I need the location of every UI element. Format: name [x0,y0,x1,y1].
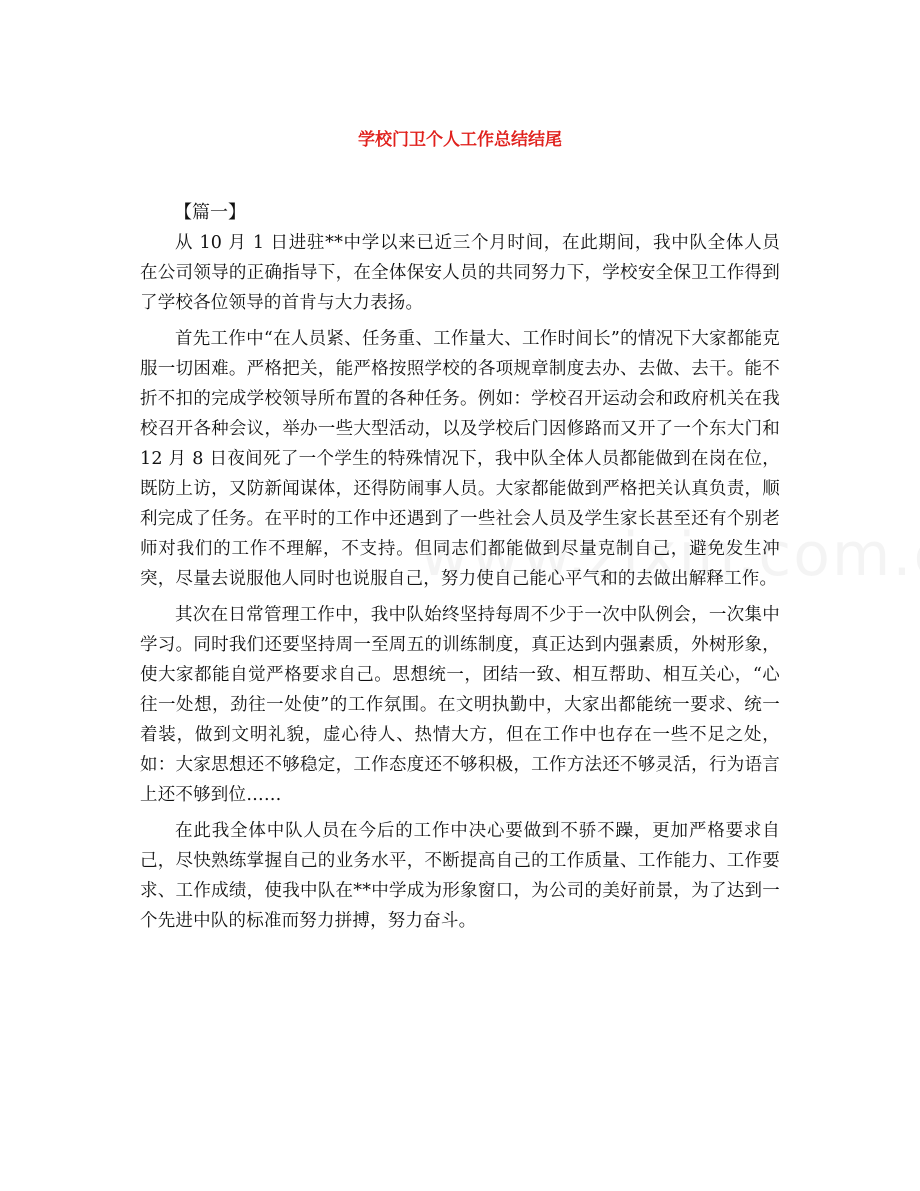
paragraph-2: 首先工作中“在人员紧、任务重、工作量大、工作时间长”的情况下大家都能克服一切困难。严格把关，能严格按照学校的各项规章制度去办、去做、去干。能不折不扣的完成学校领导所布置的各种任务。例如：学校召开运动会和政府机关在我校召开各种会议，举办一些大型活动，以及学校后门因修路而又开了一个东大门和 12 月 8 日夜间死了一个学生的特殊情况下，我中队全体人员都能做到在岗在位，既防上访，又防新闻谋体，还得防闹事人员。大家都能做到严格把关认真负责，顺利完成了任务。在平时的工作中还遇到了一些社会人员及学生家长甚至还有个别老师对我们的工作不理解，不支持。但同志们都能做到尽量克制自己，避免发生冲突，尽量去说服他人同时也说服自己，努力使自己能心平气和的去做出解释工作。 [140,329,780,589]
paragraph-3: 其次在日常管理工作中，我中队始终坚持每周不少于一次中队例会，一次集中学习。同时我们还要坚持周一至周五的训练制度，真正达到内强素质，外树形象，使大家都能自觉严格要求自己。思想统一，团结一致、相互帮助、相互关心，“心往一处想，劲往一处使”的工作氛围。在文明执勤中，大家出都能统一要求、统一着装，做到文明礼貌，虚心待人、热情大方，但在工作中也存在一些不足之处，如：大家思想还不够稳定，工作态度还不够积极，工作方法还不够灵活，行为语言上还不够到位…… [140,605,780,805]
paragraph-4: 在此我全体中队人员在今后的工作中决心要做到不骄不躁，更加严格要求自己，尽快熟练掌握自己的业务水平，不断提高自己的工作质量、工作能力、工作要求、工作成绩，使我中队在**中学成为形象窗口，为公司的美好前景，为了达到一个先进中队的标准而努力拼搏，努力奋斗。 [140,821,780,931]
document-body [140,198,780,942]
section-label: 【篇一】 [174,202,246,223]
paragraph-1: 从 10 月 1 日进驻**中学以来已近三个月时间，在此期间，我中队全体人员在公司领导的正确指导下，在全体保安人员的共同努力下，学校安全保卫工作得到了学校各位领导的首肯与大力表扬。 [140,233,780,313]
document-title: 学校门卫个人工作总结结尾 [358,130,562,150]
